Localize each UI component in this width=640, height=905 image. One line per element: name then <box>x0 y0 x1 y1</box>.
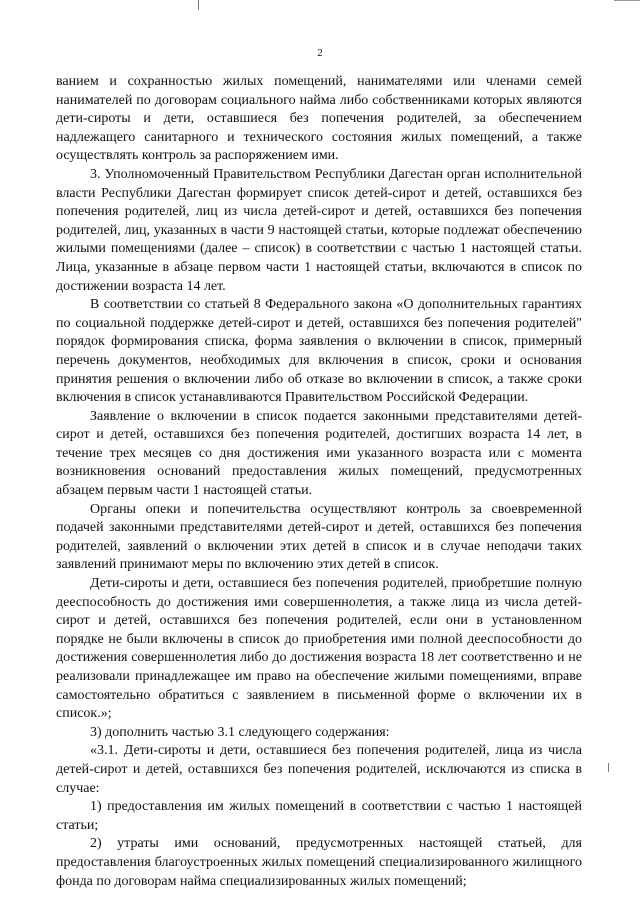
paragraph: Заявление о включении в список подается законными представителями детей-сирот и детей, оставшихся без попечения родителей, достигших возраста 14 лет, в течение трех месяцев со дня достижения ими указанного возраста или с момента возникновения оснований предоставления жилых помещений, предусмотренных абзацем первым части 1 настоящей статьи. <box>56 408 582 499</box>
paragraph: Органы опеки и попечительства осуществляют контроль за своевременной подачей законными представителями детей-сирот и детей, оставшихся без попечения родителей, заявлений о включении этих детей в список и в случае неподачи таких заявлений принимают меры по включению этих детей в список. <box>56 501 582 573</box>
paragraph: 2) утраты ими оснований, предусмотренных настоящей статьей, для предоставления благоустроенных жилых помещений специализированного жилищного фонда по договорам найма специализированных жилых помещений; <box>56 836 582 889</box>
page-number: 2 <box>317 47 323 59</box>
paragraph: 3) дополнить частью 3.1 следующего содержания: <box>90 724 390 740</box>
paragraph: В соответствии со статьей 8 Федерального закона «О дополнительных гарантиях по социальной поддержке детей-сирот и детей, оставшихся без попечения родителей" порядок формирования списка, форма заявления о включении в список, примерный перечень документов, необходимых для включения в список, сроки и основания принятия решения о включении либо об отказе во включении в список, а также сроки включения в список устанавливаются Правительством Российской Федерации. <box>56 297 582 406</box>
paragraph: ванием и сохранностью жилых помещений, нанимателями или членами семей нанимателей по договорам социального найма либо собственниками которых являются дети-сироты и дети, оставшиеся без попечения родителей, за обеспечением надлежащего санитарного и технического состояния жилых помещений, а также осуществлять контроль за распоряжением ими. <box>56 74 582 164</box>
scan-artifact-line <box>198 0 199 10</box>
scan-artifact-line <box>614 0 640 1</box>
paragraph: Дети-сироты и дети, оставшиеся без попечения родителей, приобретшие полную дееспособность до достижения ими совершеннолетия, а также лица из числа детей-сирот и детей, оставшихся без попечения родителей, если они в установленном порядке не были включены в список до приобретения ими полной дееспособности до достижения совершеннолетия либо до достижения возраста 18 лет соответственно и не реализовали принадлежащее им право на обеспечение жилыми помещениями, вправе самостоятельно обратиться с заявлением в письменной форме о включении их в список.»; <box>56 576 582 722</box>
paragraph: «3.1. Дети-сироты и дети, оставшиеся без попечения родителей, лица из числа детей-сирот и детей, оставшихся без попечения родителей, исключаются из списка в случае: <box>56 743 582 796</box>
paragraph: 1) предоставления им жилых помещений в соответствии с частью 1 настоящей статьи; <box>56 799 582 833</box>
document-body <box>56 73 582 891</box>
scan-artifact-mark <box>608 763 609 772</box>
paragraph: 3. Уполномоченный Правительством Республики Дагестан орган исполнительной власти Республики Дагестан формирует список детей-сирот и детей, оставшихся без попечения родителей, лиц из числа детей-сирот и детей, оставшихся без попечения родителей, лиц, указанных в части 9 настоящей статьи, которые подлежат обеспечению жилыми помещениями (далее – список) в соответствии с частью 1 настоящей статьи. Лица, указанные в абзаце первом части 1 настоящей статьи, включаются в список по достижении возраста 14 лет. <box>56 166 582 294</box>
